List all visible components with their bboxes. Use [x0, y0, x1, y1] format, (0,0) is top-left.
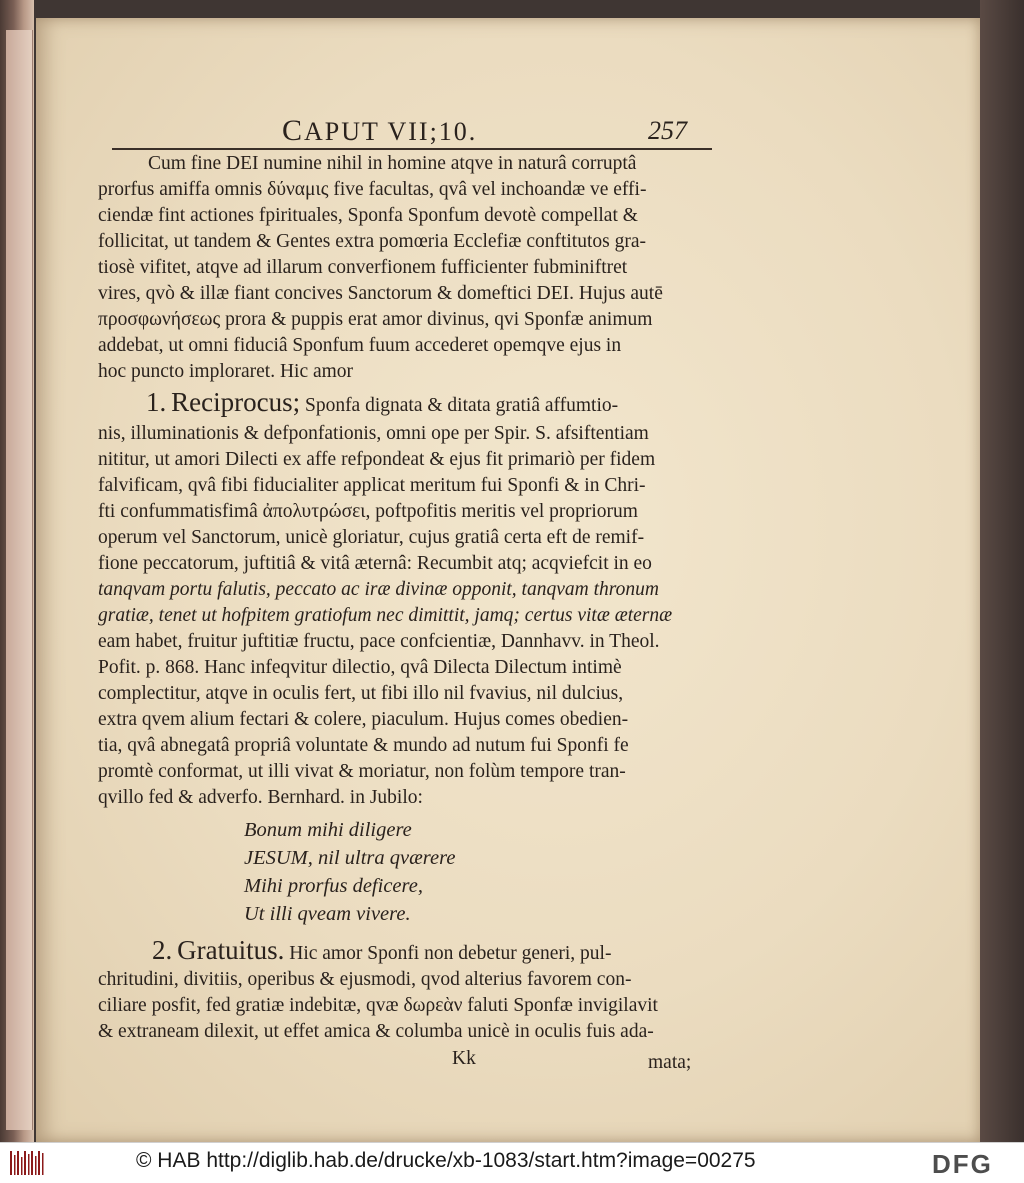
copyright-url[interactable]: © HAB http://diglib.hab.de/drucke/xb-1083/start.htm?image=00275	[136, 1149, 756, 1172]
text-line: προσφωνήσεως prora & puppis erat amor divinus, qvi Sponfæ animum	[98, 309, 653, 330]
header-rule	[112, 148, 712, 150]
text-line: promtè conformat, ut illi vivat & moriatur, non folùm tempore tran-	[98, 761, 626, 782]
text-line: tanqvam portu falutis, peccato ac iræ divinæ opponit, tanqvam thronum	[98, 579, 659, 600]
section-keyword: Reciprocus;	[171, 387, 301, 417]
book-page	[36, 18, 980, 1142]
section-keyword: Gratuitus.	[177, 935, 285, 965]
verse-line: JESUM, nil ultra qværere	[244, 847, 456, 869]
signature-mark: Kk	[452, 1048, 476, 1069]
text-line: Pofit. p. 868. Hanc infeqvitur dilectio, qvâ Dilecta Dilectum intimè	[98, 657, 622, 678]
text-line: chritudini, divitiis, operibus & ejusmodi, qvod alterius favorem con-	[98, 969, 632, 990]
text-line: extra qvem alium fectari & colere, piaculum. Hujus comes obedien-	[98, 709, 629, 730]
text-line: tiosè vifitet, atqve ad illarum converfionem fufficienter fubminiftret	[98, 257, 628, 278]
text-line: nis, illuminationis & defponfationis, omni ope per Spir. S. afsiftentiam	[98, 423, 649, 444]
section-text: Hic amor Sponfi non debetur generi, pul-	[289, 943, 612, 964]
text-line: gratiæ, tenet ut hofpitem gratiofum nec dimittit, jamq; certus vitæ æternæ	[98, 605, 673, 626]
text-line: complectitur, atqve in oculis fert, ut fibi illo nil fvavius, nil dulcius,	[98, 683, 624, 704]
section-text: Sponfa dignata & ditata gratiâ affumtio-	[304, 395, 619, 416]
text-line: addebat, ut omni fiduciâ Sponfum fuum accederet opemqve ejus in	[98, 335, 622, 356]
text-line: fione peccatorum, juftitiâ & vitâ æternâ: Recumbit atq; acqviefcit in eo	[98, 553, 652, 574]
text-line: ciendæ fint actiones fpirituales, Sponfa Sponfum devotè compellat &	[98, 205, 638, 226]
dfg-logo: DFG	[932, 1149, 993, 1179]
text-line: vires, qvò & illæ fiant concives Sanctorum & domeftici DEI. Hujus autē	[98, 283, 663, 304]
page-number: 257	[648, 116, 687, 145]
section-number: 2.	[152, 935, 173, 965]
section-1-heading	[146, 387, 619, 418]
text-line: qvillo fed & adverfo. Bernhard. in Jubilo:	[98, 787, 423, 808]
text-line: hoc puncto imploraret. Hic amor	[98, 361, 354, 382]
text-line: operum vel Sanctorum, unicè gloriatur, cujus gratiâ certa eft de remif-	[98, 527, 645, 548]
running-head-initial: C	[282, 114, 305, 147]
text-line: tia, qvâ abnegatâ propriâ voluntate & mundo ad nutum fui Sponfi fe	[98, 735, 629, 756]
running-head	[282, 114, 477, 148]
text-line: falvificam, qvâ fibi fiducialiter applicat meritum fui Sponfi & in Chri-	[98, 475, 646, 496]
text-line: follicitat, ut tandem & Gentes extra pomœria Ecclefiæ conftitutos gra-	[98, 231, 646, 252]
text-line: Cum fine DEI numine nihil in homine atqve in naturâ corruptâ	[148, 153, 637, 174]
section-number: 1.	[146, 387, 167, 417]
text-line: fti confummatisfimâ ἀπολυτρώσει, poftpofitis meritis vel propriorum	[98, 501, 638, 522]
hab-barcode-icon	[8, 1149, 48, 1177]
verse-line: Bonum mihi diligere	[244, 819, 412, 841]
text-line: prorfus amiffa omnis δύναμις five facultas, qvâ vel inchoandæ ve effi-	[98, 179, 647, 200]
verse-line: Ut illi qveam vivere.	[244, 903, 411, 925]
viewer-background	[980, 0, 1024, 1142]
text-line: eam habet, fruitur juftitiæ fructu, pace confcientiæ, Dannhavv. in Theol.	[98, 631, 660, 652]
footer-bar	[0, 1142, 1024, 1183]
text-line: nititur, ut amori Dilecti ex affe refpondeat & ejus fit primariò per fidem	[98, 449, 656, 470]
text-line: & extraneam dilexit, ut effet amica & columba unicè in oculis fuis ada-	[98, 1021, 654, 1042]
catchword: mata;	[648, 1052, 692, 1073]
previous-page-edge	[6, 30, 33, 1130]
running-head-rest: APUT VII;10.	[304, 117, 478, 146]
verse-line: Mihi prorfus deficere,	[244, 875, 423, 897]
text-line: ciliare posfit, fed gratiæ indebitæ, qvæ δωρεὰν faluti Sponfæ invigilavit	[98, 995, 658, 1016]
section-2-heading	[152, 935, 612, 966]
